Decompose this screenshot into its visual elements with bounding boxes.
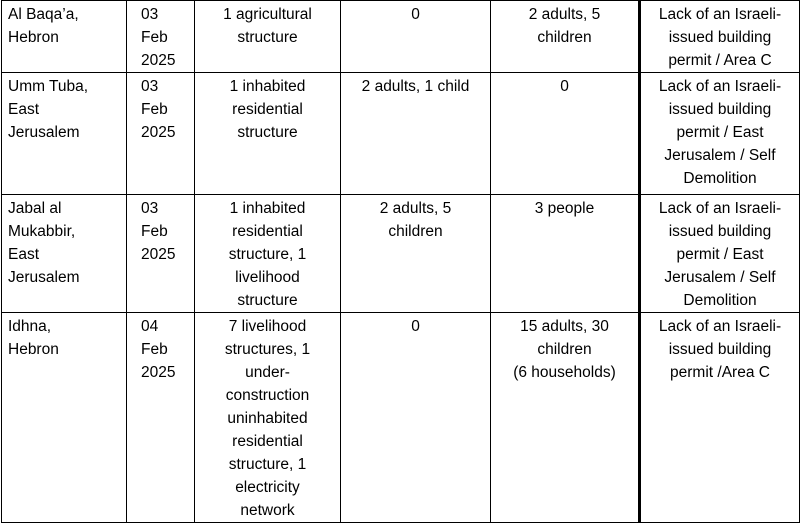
date-cell: 04 Feb 2025 bbox=[127, 313, 195, 523]
location-cell: Jabal al Mukabbir, East Jerusalem bbox=[2, 195, 127, 313]
location-cell: Idhna, Hebron bbox=[2, 313, 127, 523]
table-row bbox=[2, 73, 800, 195]
reason-cell: Lack of an Israeli- issued building permit /Area C bbox=[640, 313, 800, 523]
affected-cell: 0 bbox=[491, 73, 640, 195]
demolitions-table bbox=[1, 0, 800, 523]
structures-cell: 1 inhabited residential structure bbox=[195, 73, 341, 195]
table-body bbox=[2, 1, 800, 523]
displaced-cell: 2 adults, 1 child bbox=[341, 73, 491, 195]
date-cell: 03 Feb 2025 bbox=[127, 195, 195, 313]
affected-cell: 2 adults, 5 children bbox=[491, 1, 640, 73]
structures-cell: 1 agricultural structure bbox=[195, 1, 341, 73]
date-cell: 03 Feb 2025 bbox=[127, 73, 195, 195]
table-row bbox=[2, 195, 800, 313]
location-cell: Al Baqa’a, Hebron bbox=[2, 1, 127, 73]
table-row bbox=[2, 1, 800, 73]
reason-cell: Lack of an Israeli- issued building permit / East Jerusalem / Self Demolition bbox=[640, 73, 800, 195]
displaced-cell: 2 adults, 5 children bbox=[341, 195, 491, 313]
affected-cell: 15 adults, 30 children (6 households) bbox=[491, 313, 640, 523]
affected-cell: 3 people bbox=[491, 195, 640, 313]
structures-cell: 7 livelihood structures, 1 under- construction uninhabited residential structure, 1 electricity network bbox=[195, 313, 341, 523]
date-cell: 03 Feb 2025 bbox=[127, 1, 195, 73]
displaced-cell: 0 bbox=[341, 1, 491, 73]
table-row bbox=[2, 313, 800, 523]
reason-cell: Lack of an Israeli- issued building permit / East Jerusalem / Self Demolition bbox=[640, 195, 800, 313]
reason-cell: Lack of an Israeli- issued building permit / Area C bbox=[640, 1, 800, 73]
structures-cell: 1 inhabited residential structure, 1 livelihood structure bbox=[195, 195, 341, 313]
location-cell: Umm Tuba, East Jerusalem bbox=[2, 73, 127, 195]
displaced-cell: 0 bbox=[341, 313, 491, 523]
